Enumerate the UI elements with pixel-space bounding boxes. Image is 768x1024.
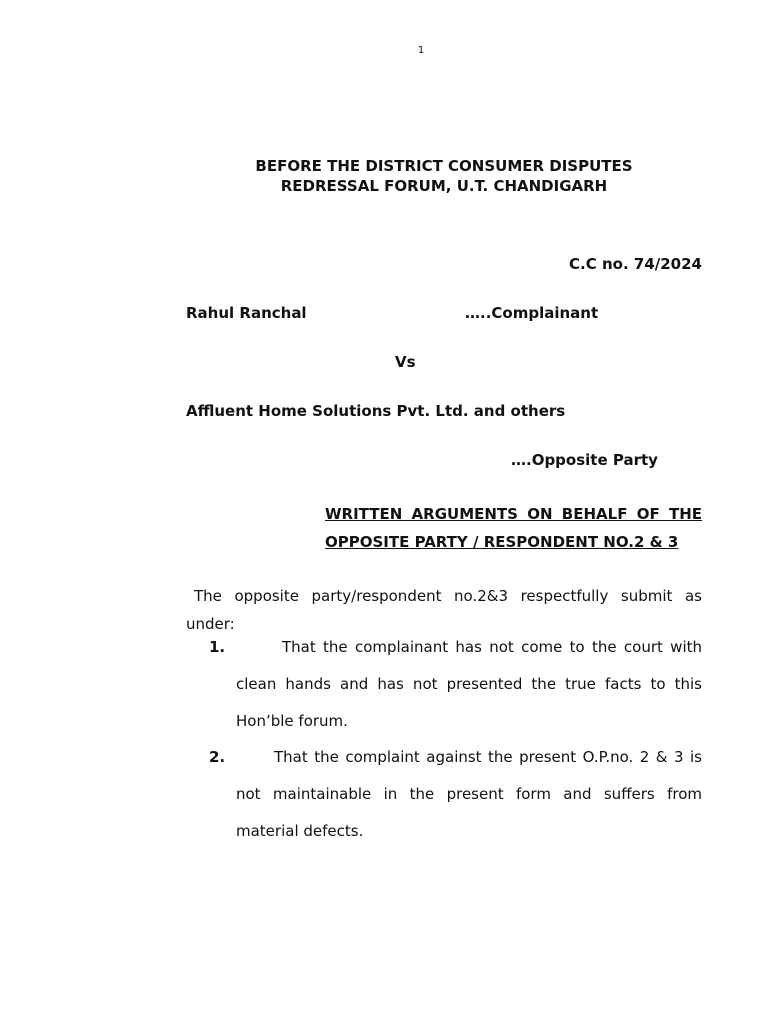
case-number: C.C no. 74/2024: [569, 255, 702, 273]
respondent-role: ….Opposite Party: [511, 451, 658, 469]
versus-label: Vs: [395, 353, 416, 371]
intro-paragraph: The opposite party/respondent no.2&3 respectfully submit as under:: [186, 587, 702, 633]
list-item-text: That the complaint against the present O.P.no. 2 & 3 is not maintainable in the present form and suffers from material defects.: [236, 748, 702, 840]
court-heading: [186, 156, 702, 196]
page-number: 1: [417, 45, 425, 56]
court-heading-line-2: REDRESSAL FORUM, U.T. CHANDIGARH: [280, 177, 608, 195]
respondent-name: Affluent Home Solutions Pvt. Ltd. and others: [186, 402, 566, 420]
document-title: WRITTEN ARGUMENTS ON BEHALF OF THE OPPOSITE PARTY / RESPONDENT NO.2 & 3: [325, 505, 702, 551]
complainant-role: …..Complainant: [465, 304, 599, 322]
list-item-number: 2.: [209, 748, 226, 766]
list-item-number: 1.: [209, 638, 226, 656]
list-item-text: That the complainant has not come to the court with clean hands and has not presented the true facts to this Hon’ble forum.: [236, 638, 702, 730]
complainant-name: Rahul Ranchal: [186, 304, 307, 322]
court-heading-line-1: BEFORE THE DISTRICT CONSUMER DISPUTES: [255, 157, 633, 175]
